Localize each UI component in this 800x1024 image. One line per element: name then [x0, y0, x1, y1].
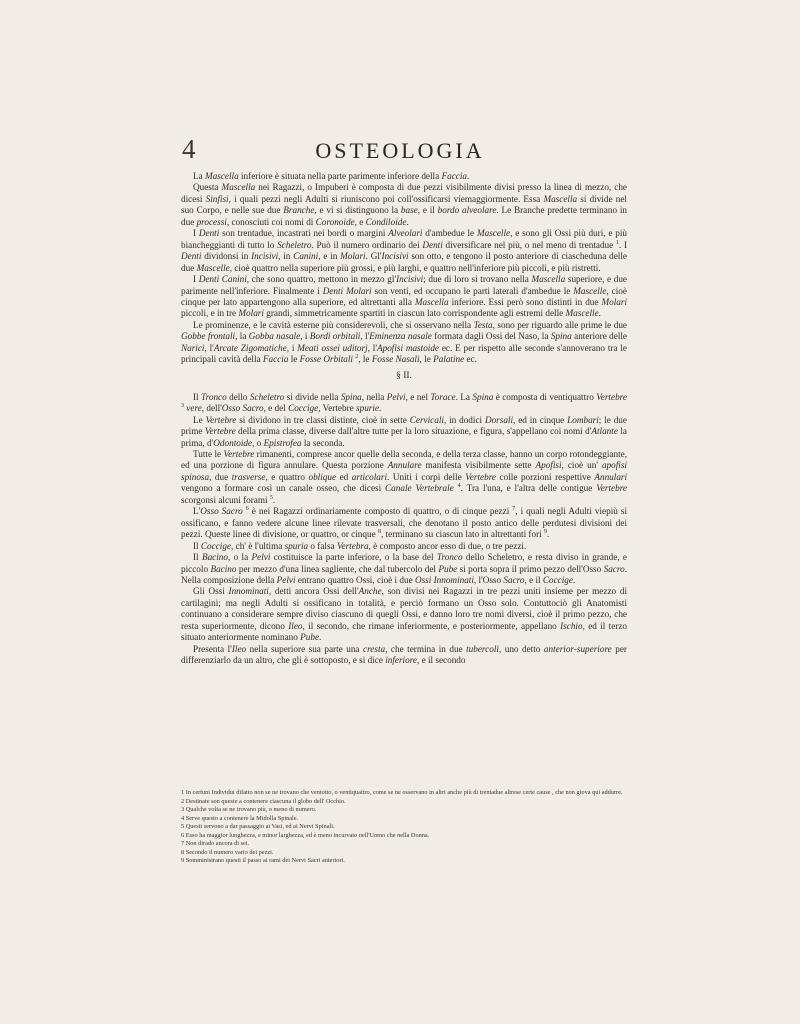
- paragraph: Tutte le Vertebre rimanenti, comprese ancor quelle della seconda, e della terza classe, hanno un corpo rotondeggiante, ed una porzione di figura annulare. Questa porzione Annulare manifesta visibilmente sette Apofisi, cioè un' apofisi spinosa, due trasverse, e quattro oblique ed articolari. Uniti i corpi delle Vertebre colle porzioni respettive Annulari vengono a formare così un canale osseo, che dicesi Canale Vertebrale $^4$. Tra l'una, e l'altra delle contigue Vertebre scorgonsi alcuni forami $^5$.: [181, 448, 628, 505]
- paragraph: La Mascella inferiore è situata nella parte parimente inferiore della Faccia.: [193, 171, 470, 181]
- paragraph: Il Tronco dello Scheletro si divide nella Spina, nella Pelvi, e nel Torace. La Spina è composta di ventiquattro Vertebre $^3$ vere, dell'Osso Sacro, e del Coccige, Vertebre spurie.: [181, 391, 627, 414]
- paragraph: Le Vertebre si dividono in tre classi distinte, cioè in sette Cervicali, in dodici Dorsali, ed in cinque Lombari; le due prime Vertebre della prima classe, diverse dall'altre tutte per la loro situazione, e figura, s'appellano coi nomi d'Atlante la prima, d'Odontoide, o Epistrofea la seconda.: [181, 414, 628, 448]
- running-title: OSTEOLOGIA: [315, 138, 485, 163]
- section-heading: § II.: [396, 370, 412, 381]
- footnote: 6 Esso ha maggior lunghezza, e minor larghezza, ed è meno incurvato nell'Uomo che nella Donna.: [181, 831, 430, 839]
- footnote: 3 Qualche volta se ne trovano più, o meno di numero.: [181, 806, 317, 813]
- paragraph: Gli Ossi Innominati, detti ancora Ossi dell'Anche, son divisi nei Ragazzi in tre pezzi uniti insieme per mezzo di cartilagini; ma negli Adulti si ossificano in totalità, e perciò formano un Osso solo. Contuttociò gli Anatomisti continuano a considerare sempre diviso ciascuno di quegli Ossi, e danno loro tre nomi diversi, cioè il primo pezzo, che resta superiormente, dicono Ileo, il secondo, che rimane inferiormente, e posteriormente, appellano Ischio, ed il terzo situato anteriormente nominano Pube.: [181, 586, 628, 643]
- footnote: 9 Somministrano questi il passo ai rami dei Nervi Sacri anteriori.: [181, 857, 345, 864]
- footnotes: [181, 789, 627, 866]
- footnote: 1 In certuni Individui difatto non se ne trovano che ventotto, o ventiquattro, come se ne osservano in altri anche più di trentadue altrese certe cause , che non giova qui addurre.: [181, 789, 623, 796]
- paragraph: Le prominenze, e le cavità esterne più considerevoli, che si osservano nella Testa, sono per riguardo alle prime le due Gobbe frontali, la Gobba nasale, i Bordi orbitali, l'Eminenza nasale formata dagli Ossi del Naso, la Spina anteriore delle Narici, l'Arcate Zigomatiche, i Meati ossei uditorj, l'Apofisi mastoide ec. E per rispetto alle seconde s'annoverano tra le principali cavità della Faccia le Fosse Orbitali $^2$, le Fosse Nasali, le Palatine ec.: [181, 319, 628, 365]
- paragraph: L'Osso Sacro $^6$ è nei Ragazzi ordinariamente composto di quattro, o di cinque pezzi $^7$, i quali negli Adulti viepiù si ossificano, e fanno vedere alcune linee rilevate trasversali, che denotano il posto antico delle perdutesi divisioni dei pezzi. Queste linee di divisione, or quattro, or cinque $^8$, terminano su ciascun lato in altrettanti fori $^9$.: [181, 506, 628, 540]
- footnote: 7 Non dirado ancora di sei.: [181, 840, 250, 847]
- paragraph: Presenta l'Ileo nella superiore sua parte una cresta, che termina in due tubercoli, uno detto anterior-superiore per differenziarlo da un altro, che gli è sottoposto, e si dice inferiore, e il secondo: [181, 643, 627, 666]
- paragraph: Questa Mascella nei Ragazzi, o Impuberi è composta di due pezzi visibilmente divisi presso la linea di mezzo, che dicesi Sinfisi, i quali pezzi negli Adulti si riuniscono poi coll'ossificarsi viemaggiormente. Essa Mascella si divide nel suo Corpo, e nelle sue due Branche, e vi si distinguono la base, e il bordo alveolare. Le Branche predette terminano in due processi, conosciuti coi nomi di Coronoide, e Condiloide.: [181, 182, 628, 227]
- paragraph: I Denti son trentadue, incastrati nei bordi o margini Alveolari d'ambedue le Mascelle, e sono gli Ossi più duri, e più biancheggianti di tutto lo Scheletro. Può il numero ordinario dei Denti diversificare nel più, o nel meno di trentadue $^1$. I Denti dividonsi in Incisivi, in Canini, e in Molari. Gl'Incisivi son otto, e tengono il posto anteriore di ciascheduna delle due Mascelle, cioè quattro nella superiore più grossi, e più larghi, e quattro nell'inferiore più piccoli, e più ristretti.: [181, 228, 628, 273]
- footnote: 8 Secondo il numero vario dei pezzi.: [181, 848, 274, 856]
- footnote: 2 Destinate son queste a contenere ciascuna il globo dell' Occhio.: [181, 797, 346, 805]
- paragraph: I Denti Canini, che sono quattro, mettono in mezzo gl'Incisivi; due di loro si trovano nella Mascella superiore, e due parimente nell'inferiore. Finalmente i Denti Molari son venti, ed occupano le parti laterali d'ambedue le Mascelle, cioè cinque per lato appartengono alla superiore, ed altrettanti alla Mascella inferiore. Essi però sono distinti in due Molari piccoli, e in tre Molari grandi, simmetricamente spartiti in ciascun lato corrispondente agli estremi delle Mascelle.: [181, 274, 627, 319]
- paragraph: Il Bacino, o la Pelvi costituisce la parte inferiore, o la base del Tronco dello Scheletro, e resta diviso in grande, e piccolo Bacino per mezzo d'una linea sagliente, che dal tubercolo del Pube si porta sopra il primo pezzo dell'Osso Sacro. Nella composizione della Pelvi entrano quattro Ossi, cioè i due Ossi Innominati, l'Osso Sacro, e il Coccige.: [181, 552, 627, 585]
- body-text: [181, 171, 627, 667]
- page-number: 4: [182, 134, 196, 164]
- footnote: 5 Questi servono a dar passaggio ai Vasi, ed ai Nervi Spinali.: [181, 823, 335, 830]
- paragraph: Il Coccige, ch' è l'ultima spuria o falsa Vertebra, è composto ancor esso di due, o tre pezzi.: [193, 540, 527, 551]
- footnote: 4 Serve questo a contenere la Midolla Spinale.: [181, 814, 299, 822]
